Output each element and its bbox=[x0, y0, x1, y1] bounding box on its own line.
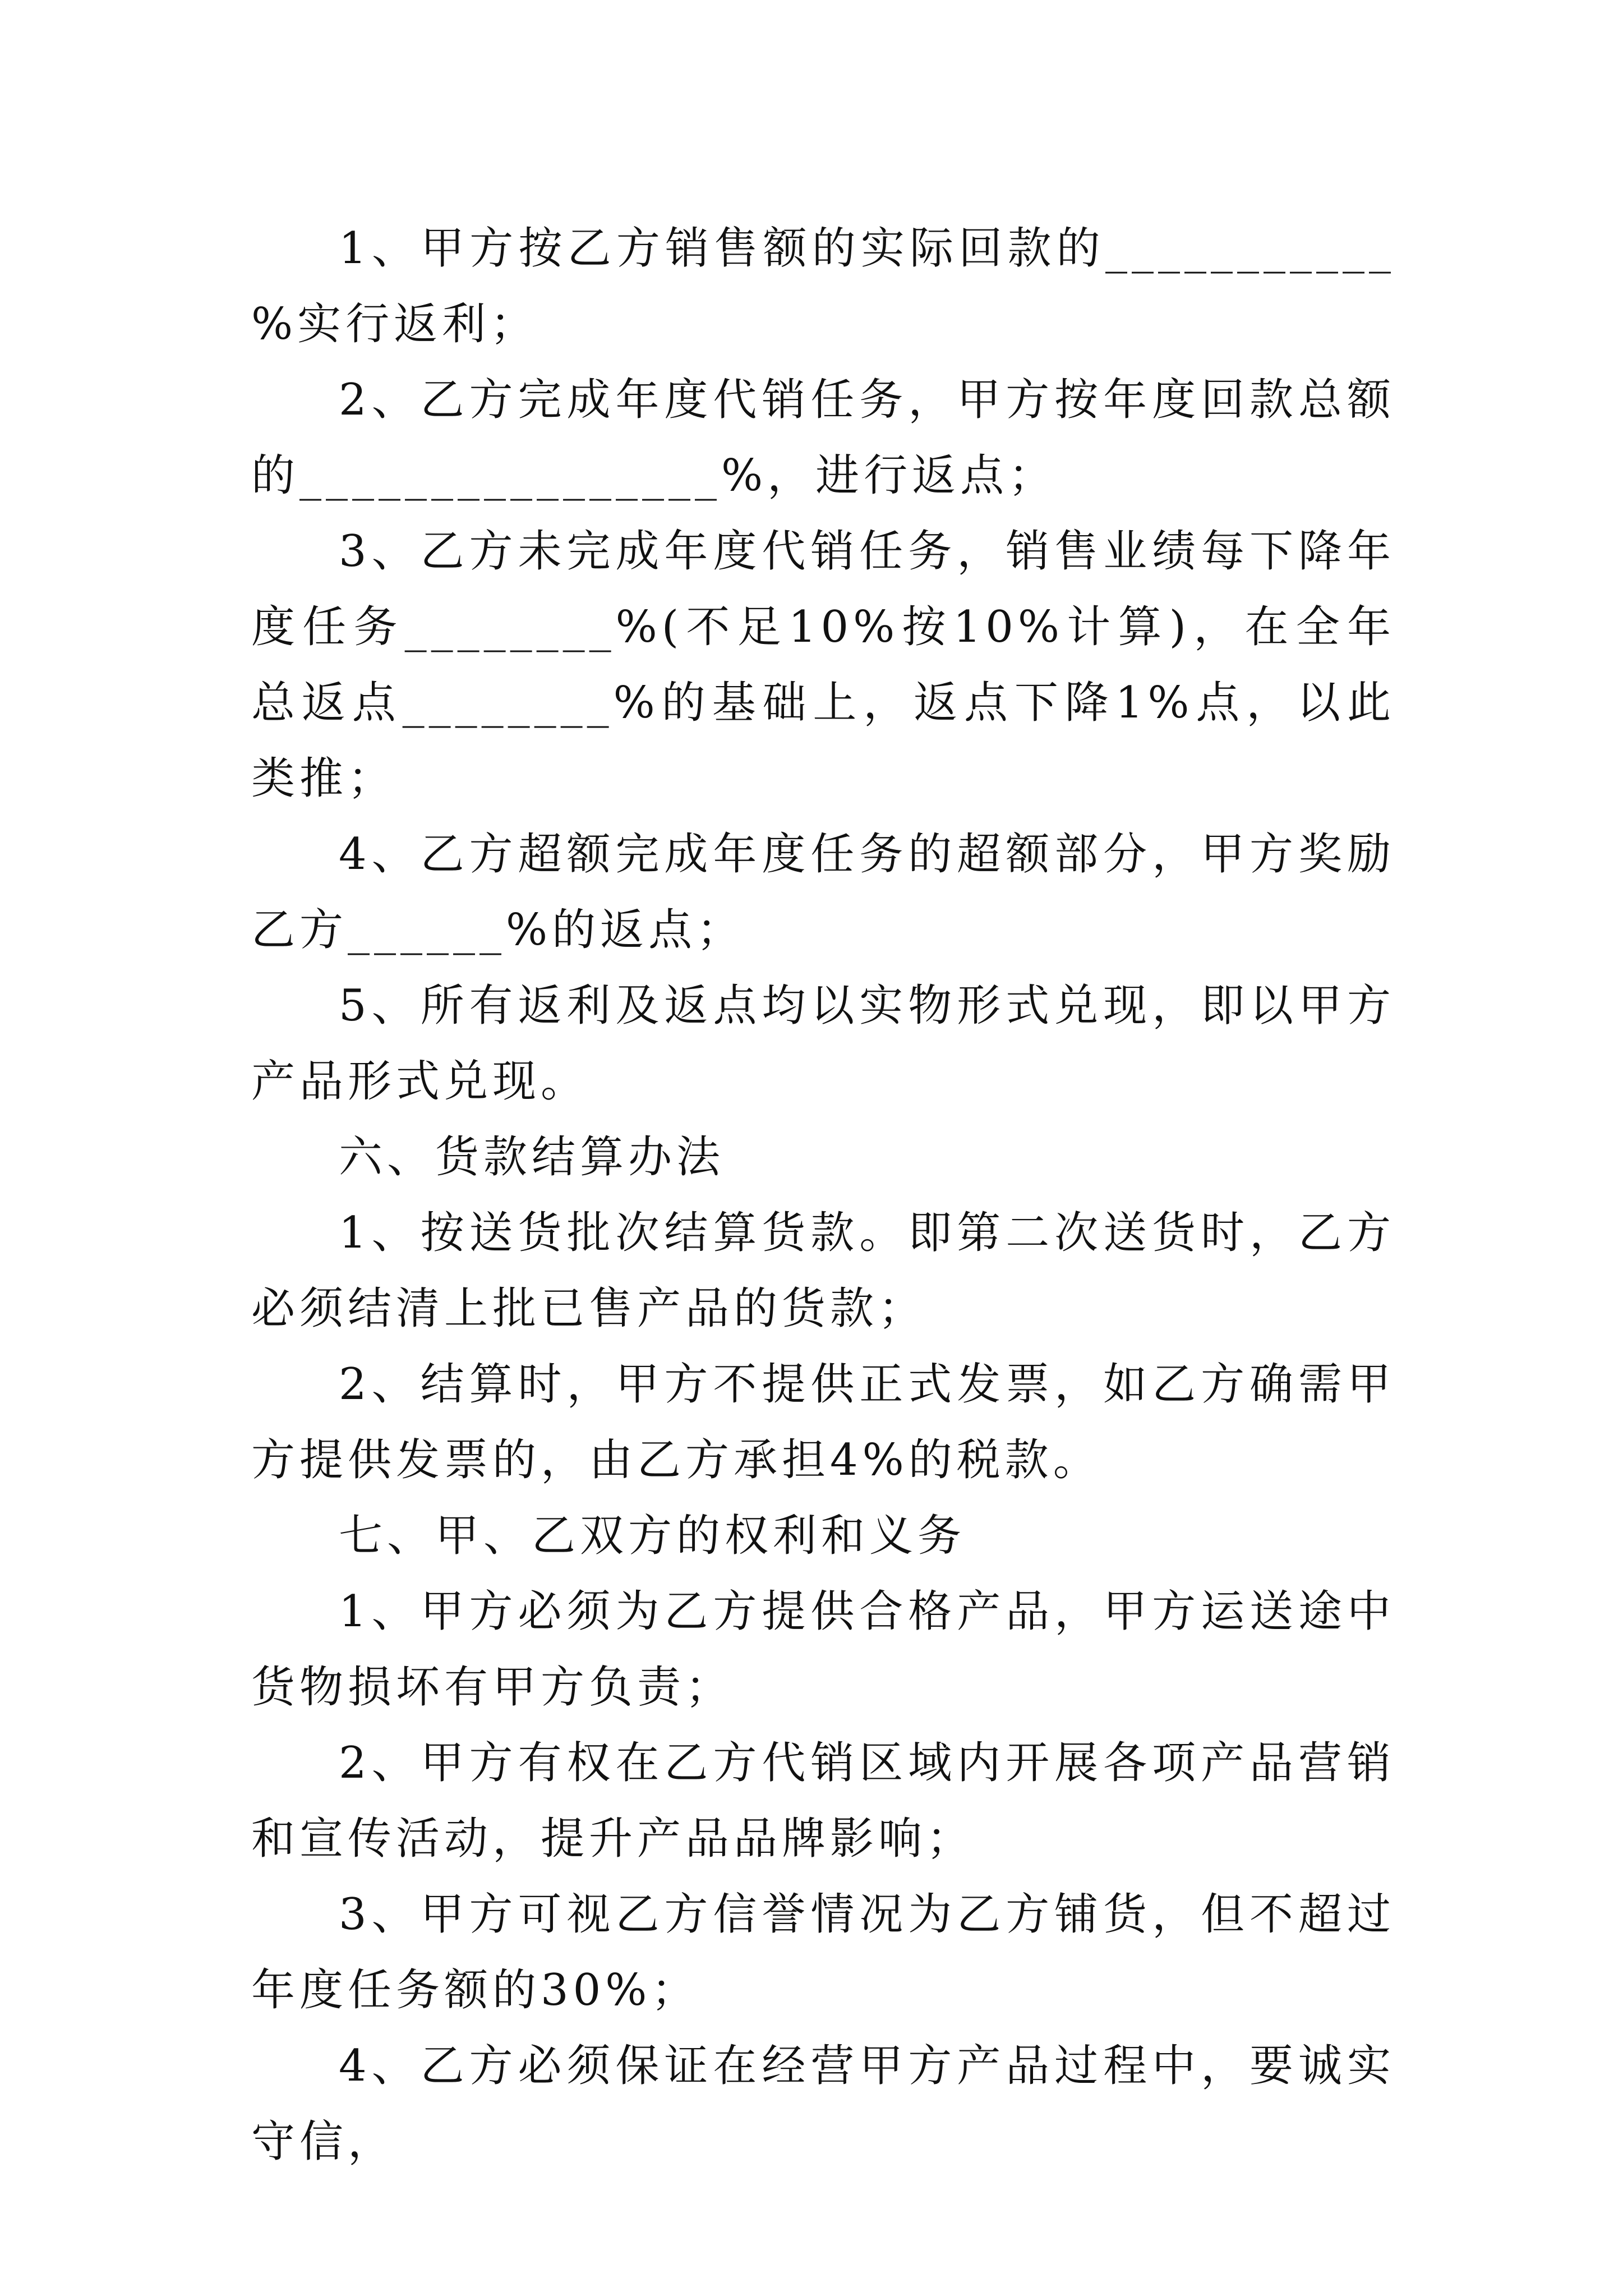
paragraph-annual-rebate: 2、乙方完成年度代销任务，甲方按年度回款总额的________________%，进行返点； bbox=[251, 375, 1395, 501]
paragraph-qualified-products: 1、甲方必须为乙方提供合格产品，甲方运送途中货物损坏有甲方负责； bbox=[251, 1586, 1395, 1713]
paragraph-excess-reward: 4、乙方超额完成年度任务的超额部分，甲方奖励乙方______%的返点； bbox=[251, 829, 1395, 955]
document-body bbox=[251, 211, 1414, 2180]
paragraph-invoice: 2、结算时，甲方不提供正式发票，如乙方确需甲方提供发票的，由乙方承担4%的税款。 bbox=[251, 1359, 1395, 1485]
section-heading-payment: 六、货款结算办法 bbox=[339, 1132, 725, 1182]
paragraph-batch-settlement: 1、按送货批次结算货款。即第二次送货时，乙方必须结清上批已售产品的货款； bbox=[251, 1208, 1395, 1334]
paragraph-rebate-rate: 1、甲方按乙方销售额的实际回款的___________ %实行返利； bbox=[251, 223, 1414, 349]
paragraph-stock-supply: 3、甲方可视乙方信誉情况为乙方铺货，但不超过年度任务额的30%； bbox=[251, 1889, 1395, 2016]
paragraph-marketing-rights: 2、甲方有权在乙方代销区域内开展各项产品营销和宣传活动，提升产品品牌影响； bbox=[251, 1738, 1395, 1864]
paragraph-rebate-reduction: 3、乙方未完成年度代销任务，销售业绩每下降年度任务________%(不足10%按10%计算)，在全年总返点________%的基础上，返点下降1%点，以此类推； bbox=[251, 526, 1395, 804]
section-heading-rights: 七、甲、乙双方的权利和义务 bbox=[339, 1511, 966, 1561]
paragraph-rebate-form: 5、所有返利及返点均以实物形式兑现，即以甲方产品形式兑现。 bbox=[251, 981, 1395, 1107]
paragraph-integrity: 4、乙方必须保证在经营甲方产品过程中，要诚实守信， bbox=[251, 2041, 1395, 2167]
